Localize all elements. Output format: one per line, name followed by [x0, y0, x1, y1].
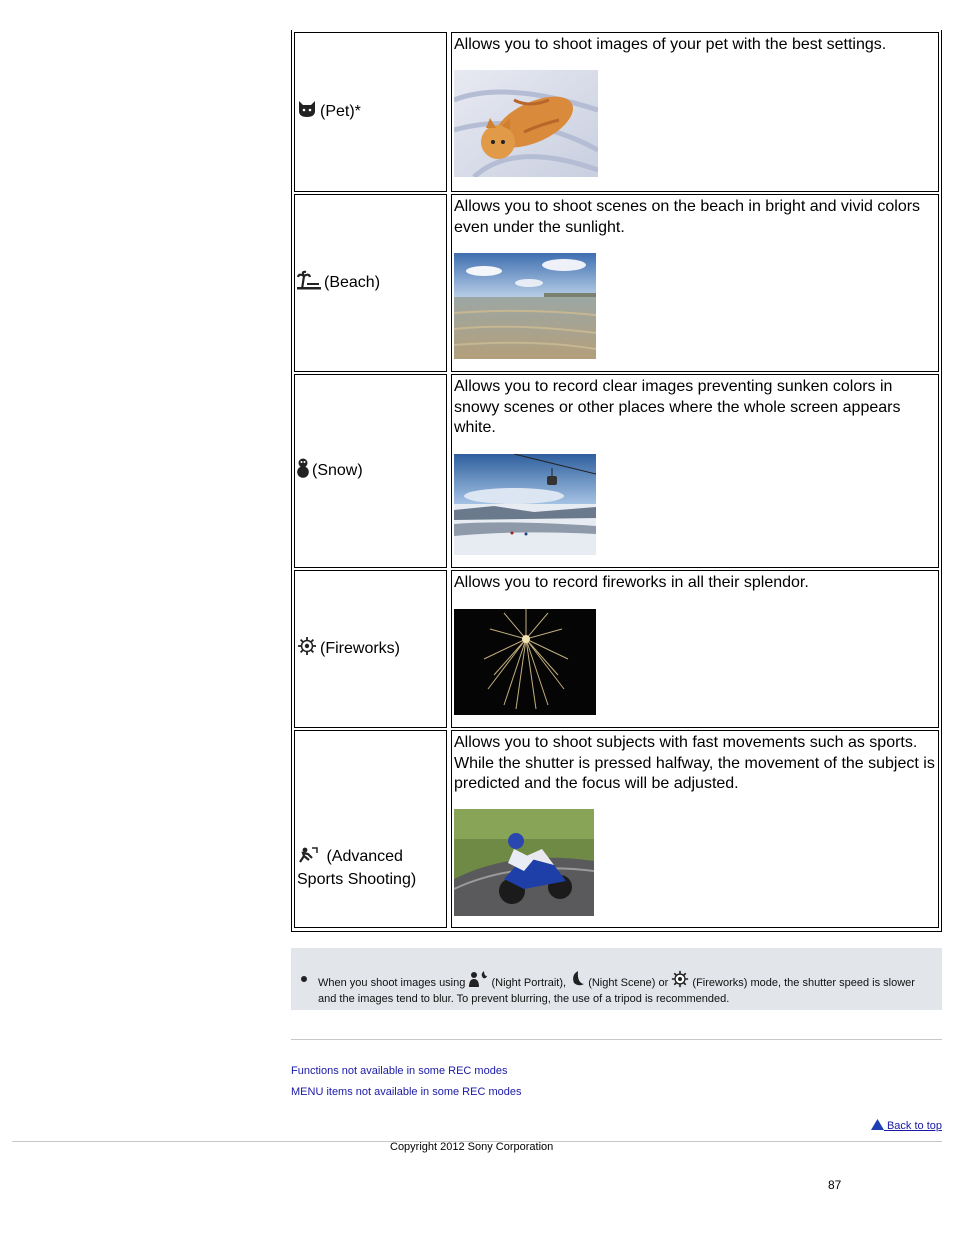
- mode-label-cell: [294, 32, 447, 192]
- night-scene-icon: [569, 970, 585, 992]
- pet-icon: [297, 100, 317, 124]
- mode-description: Allows you to record fireworks in all their splendor.: [454, 574, 809, 591]
- beach-icon: [297, 270, 321, 296]
- mode-description-cell: [451, 32, 939, 192]
- mode-description: Allows you to shoot subjects with fast movements such as sports. While the shutter is pressed halfway, the movement of the subject is predicted and the focus will be adjusted.: [454, 734, 935, 792]
- divider: [291, 1039, 942, 1040]
- table-row: [294, 194, 939, 372]
- mode-label-cell: [294, 570, 447, 728]
- mode-label-cell: [294, 374, 447, 568]
- table-row: [294, 570, 939, 728]
- note-part: When you shoot images using: [318, 977, 466, 989]
- mode-label-wrap: [297, 846, 446, 890]
- mode-description-cell: [451, 374, 939, 568]
- beach-photo: [454, 253, 596, 359]
- sports-icon: [297, 846, 319, 870]
- fireworks-photo: [454, 609, 596, 715]
- motorcycle-photo: [454, 809, 594, 916]
- mode-label-cell: [294, 730, 447, 928]
- table-row: [294, 374, 939, 568]
- table-row: [294, 32, 939, 192]
- menu-items-link[interactable]: MENU items not available in some REC modes: [291, 1086, 522, 1098]
- pet-photo: [454, 70, 598, 177]
- note-box: [291, 948, 942, 1010]
- scene-mode-table: [291, 30, 942, 932]
- snow-icon: [297, 458, 309, 484]
- note-part: (Night Scene) or: [588, 977, 669, 989]
- page-number: 87: [828, 1178, 842, 1192]
- mode-description: Allows you to record clear images preventing sunken colors in snowy scenes or other places where the whole screen appears white.: [454, 378, 901, 436]
- note-part: (Night Portrait),: [491, 977, 567, 989]
- mode-label: (Snow): [312, 462, 363, 479]
- triangle-up-icon: [871, 1119, 884, 1133]
- note-text: [318, 970, 918, 1006]
- mode-label: (Advanced Sports Shooting): [297, 848, 417, 888]
- mode-description-cell: [451, 570, 939, 728]
- table-row: [294, 730, 939, 928]
- mode-description: Allows you to shoot images of your pet with the best settings.: [454, 36, 887, 53]
- fireworks-icon: [297, 636, 317, 662]
- note-part: (Fireworks) mode, the shutter speed is slower and the images tend to blur. To prevent blurring, the use of a tripod is recommended.: [318, 977, 915, 1005]
- mode-description-cell: [451, 194, 939, 372]
- copyright: Copyright 2012 Sony Corporation: [390, 1141, 554, 1153]
- night-portrait-icon: [468, 970, 488, 992]
- mode-label: (Pet)*: [320, 103, 361, 120]
- bullet-icon: [301, 976, 307, 982]
- mode-description-cell: [451, 730, 939, 928]
- mode-label: (Fireworks): [320, 640, 400, 657]
- snow-photo: [454, 454, 596, 555]
- functions-link[interactable]: Functions not available in some REC modes: [291, 1065, 508, 1077]
- mode-label-cell: [294, 194, 447, 372]
- back-to-top-link[interactable]: [871, 1119, 942, 1133]
- fireworks-icon: [671, 970, 689, 992]
- mode-label: (Beach): [324, 274, 381, 291]
- mode-description: Allows you to shoot scenes on the beach in bright and vivid colors even under the sunlight.: [454, 198, 921, 236]
- back-to-top-label: Back to top: [886, 1120, 942, 1132]
